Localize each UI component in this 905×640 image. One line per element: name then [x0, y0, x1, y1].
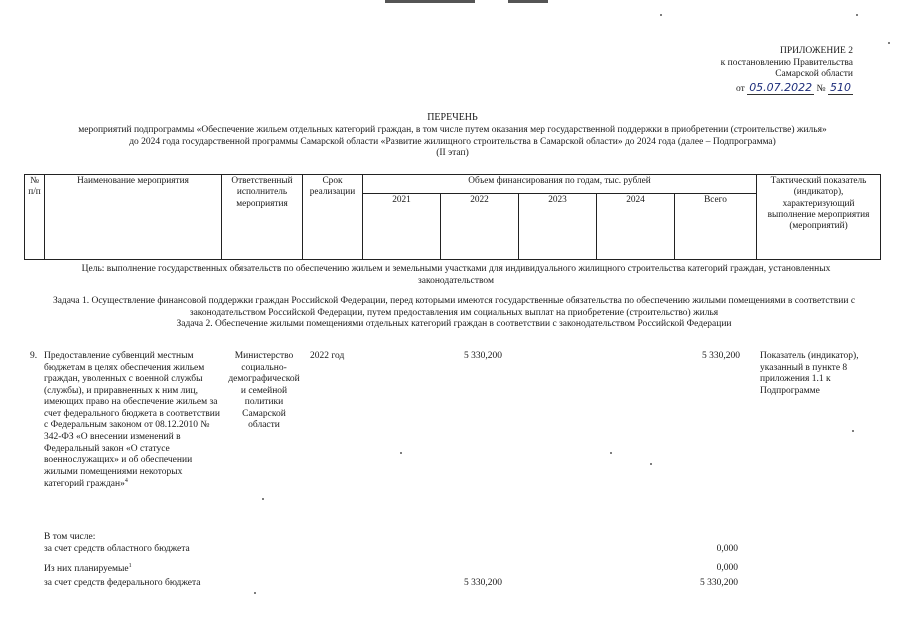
- including-label: В том числе:: [44, 532, 96, 542]
- planned-label: Из них планируемые: [44, 564, 129, 575]
- measure-name: [44, 351, 222, 491]
- scan-speck: [856, 14, 858, 16]
- footnote-marker: 4: [124, 478, 128, 485]
- number-prefix: №: [816, 83, 826, 94]
- scan-artifact: [508, 0, 548, 3]
- scan-speck: [400, 452, 402, 454]
- tasks-block: [24, 296, 884, 331]
- col-header-year: 2024: [597, 194, 675, 260]
- measure-term: 2022 год: [310, 351, 345, 361]
- appendix-region: Самарской области: [775, 69, 853, 80]
- title-line2: до 2024 года государственной программы Самарской области «Развитие жилищного строительства в Самарской области» до 2024 года (далее – Подпрограмма): [129, 136, 776, 147]
- col-header-year: 2022: [441, 194, 519, 260]
- measure-name-text: Предоставление субвенций местным бюджетам в целях обеспечения жильем граждан, уволенных с военной службы (службы), и приравненных к ним лиц, имеющих право на обеспечение жильем за счет федерального бюджета в соответствии с Федеральным законом от 08.12.2010 № 342-ФЗ «О внесении изменений в Федеральный закон «О статусе военнослужащих» и об обеспечении жилыми помещениями некоторых категорий граждан»: [44, 351, 220, 490]
- scan-speck: [660, 14, 662, 16]
- col-header-term: Срок реализации: [303, 175, 363, 260]
- federal-budget-total: 5 330,200: [700, 578, 738, 588]
- appendix-resolution: к постановлению Правительства: [720, 57, 853, 68]
- footnote-marker: 1: [128, 563, 132, 569]
- col-header-executor: Ответственный исполнитель мероприятия: [222, 175, 303, 260]
- col-header-name: Наименование мероприятия: [45, 175, 222, 260]
- col-header-total: Всего: [675, 194, 757, 260]
- appendix-title: ПРИЛОЖЕНИЕ 2: [779, 46, 853, 56]
- scan-speck: [610, 452, 612, 454]
- col-header-year: 2023: [519, 194, 597, 260]
- scan-speck: [650, 463, 652, 465]
- title-line1: мероприятий подпрограммы «Обеспечение жильем отдельных категорий граждан, в том числе путем оказания мер государственной поддержки в приобретении (строительстве) жилья»: [78, 125, 827, 136]
- col-header-indicator: Тактический показатель (индикатор), характеризующий выполнение мероприятия (мероприятий): [757, 175, 881, 260]
- handwritten-date: 05.07.2022: [749, 80, 813, 94]
- federal-budget-2022: 5 330,200: [464, 578, 502, 588]
- goal-text: Цель: выполнение государственных обязательств по обеспечению жильем и земельными участками для индивидуального жилищного строительства категорий граждан, установленных законодательством: [81, 264, 831, 286]
- planned-total: 0,000: [716, 563, 738, 573]
- amount-2022: 5 330,200: [464, 351, 502, 361]
- measure-indicator: Показатель (индикатор), указанный в пункте 8 приложения 1.1 к Подпрограмме: [760, 351, 859, 396]
- header-table: [24, 174, 881, 260]
- scan-speck: [888, 42, 890, 44]
- regional-budget-total: 0,000: [716, 544, 738, 554]
- row-number: 9.: [30, 351, 38, 361]
- title-main: ПЕРЕЧЕНЬ: [427, 112, 478, 123]
- planned-label-line: [44, 563, 304, 576]
- date-prefix: от: [736, 83, 745, 94]
- scan-speck: [262, 498, 264, 500]
- title-line3: (II этап): [436, 148, 469, 159]
- task-2: Задача 2. Обеспечение жилыми помещениями отдельных категорий граждан в соответствии с законодательством Российской Федерации: [176, 319, 732, 330]
- amount-total: 5 330,200: [702, 351, 740, 361]
- col-header-funding: Объем финансирования по годам, тыс. рублей: [363, 175, 757, 194]
- scan-speck: [852, 430, 854, 432]
- col-header-no: № п/п: [25, 175, 45, 260]
- appendix-block: [653, 46, 853, 95]
- col-header-year: 2021: [363, 194, 441, 260]
- task-1: Задача 1. Осуществление финансовой поддержки граждан Российской Федерации, перед которыми имеются государственные обязательства по обеспечению жилыми помещениями в соответствии с законодательством Российской Федерации, путем предоставления им социальных выплат на приобретение (строительство) жилья: [52, 296, 856, 318]
- handwritten-number: 510: [830, 80, 851, 94]
- federal-budget-label: за счет средств федерального бюджета: [44, 578, 201, 588]
- scan-speck: [254, 592, 256, 594]
- regional-budget-label: за счет средств областного бюджета: [44, 544, 190, 554]
- appendix-date-line: [653, 81, 853, 96]
- document-title: [40, 112, 865, 160]
- scan-artifact: [385, 0, 475, 3]
- measure-executor: Министерство социально-демографической и семейной политики Самарской области: [228, 351, 300, 431]
